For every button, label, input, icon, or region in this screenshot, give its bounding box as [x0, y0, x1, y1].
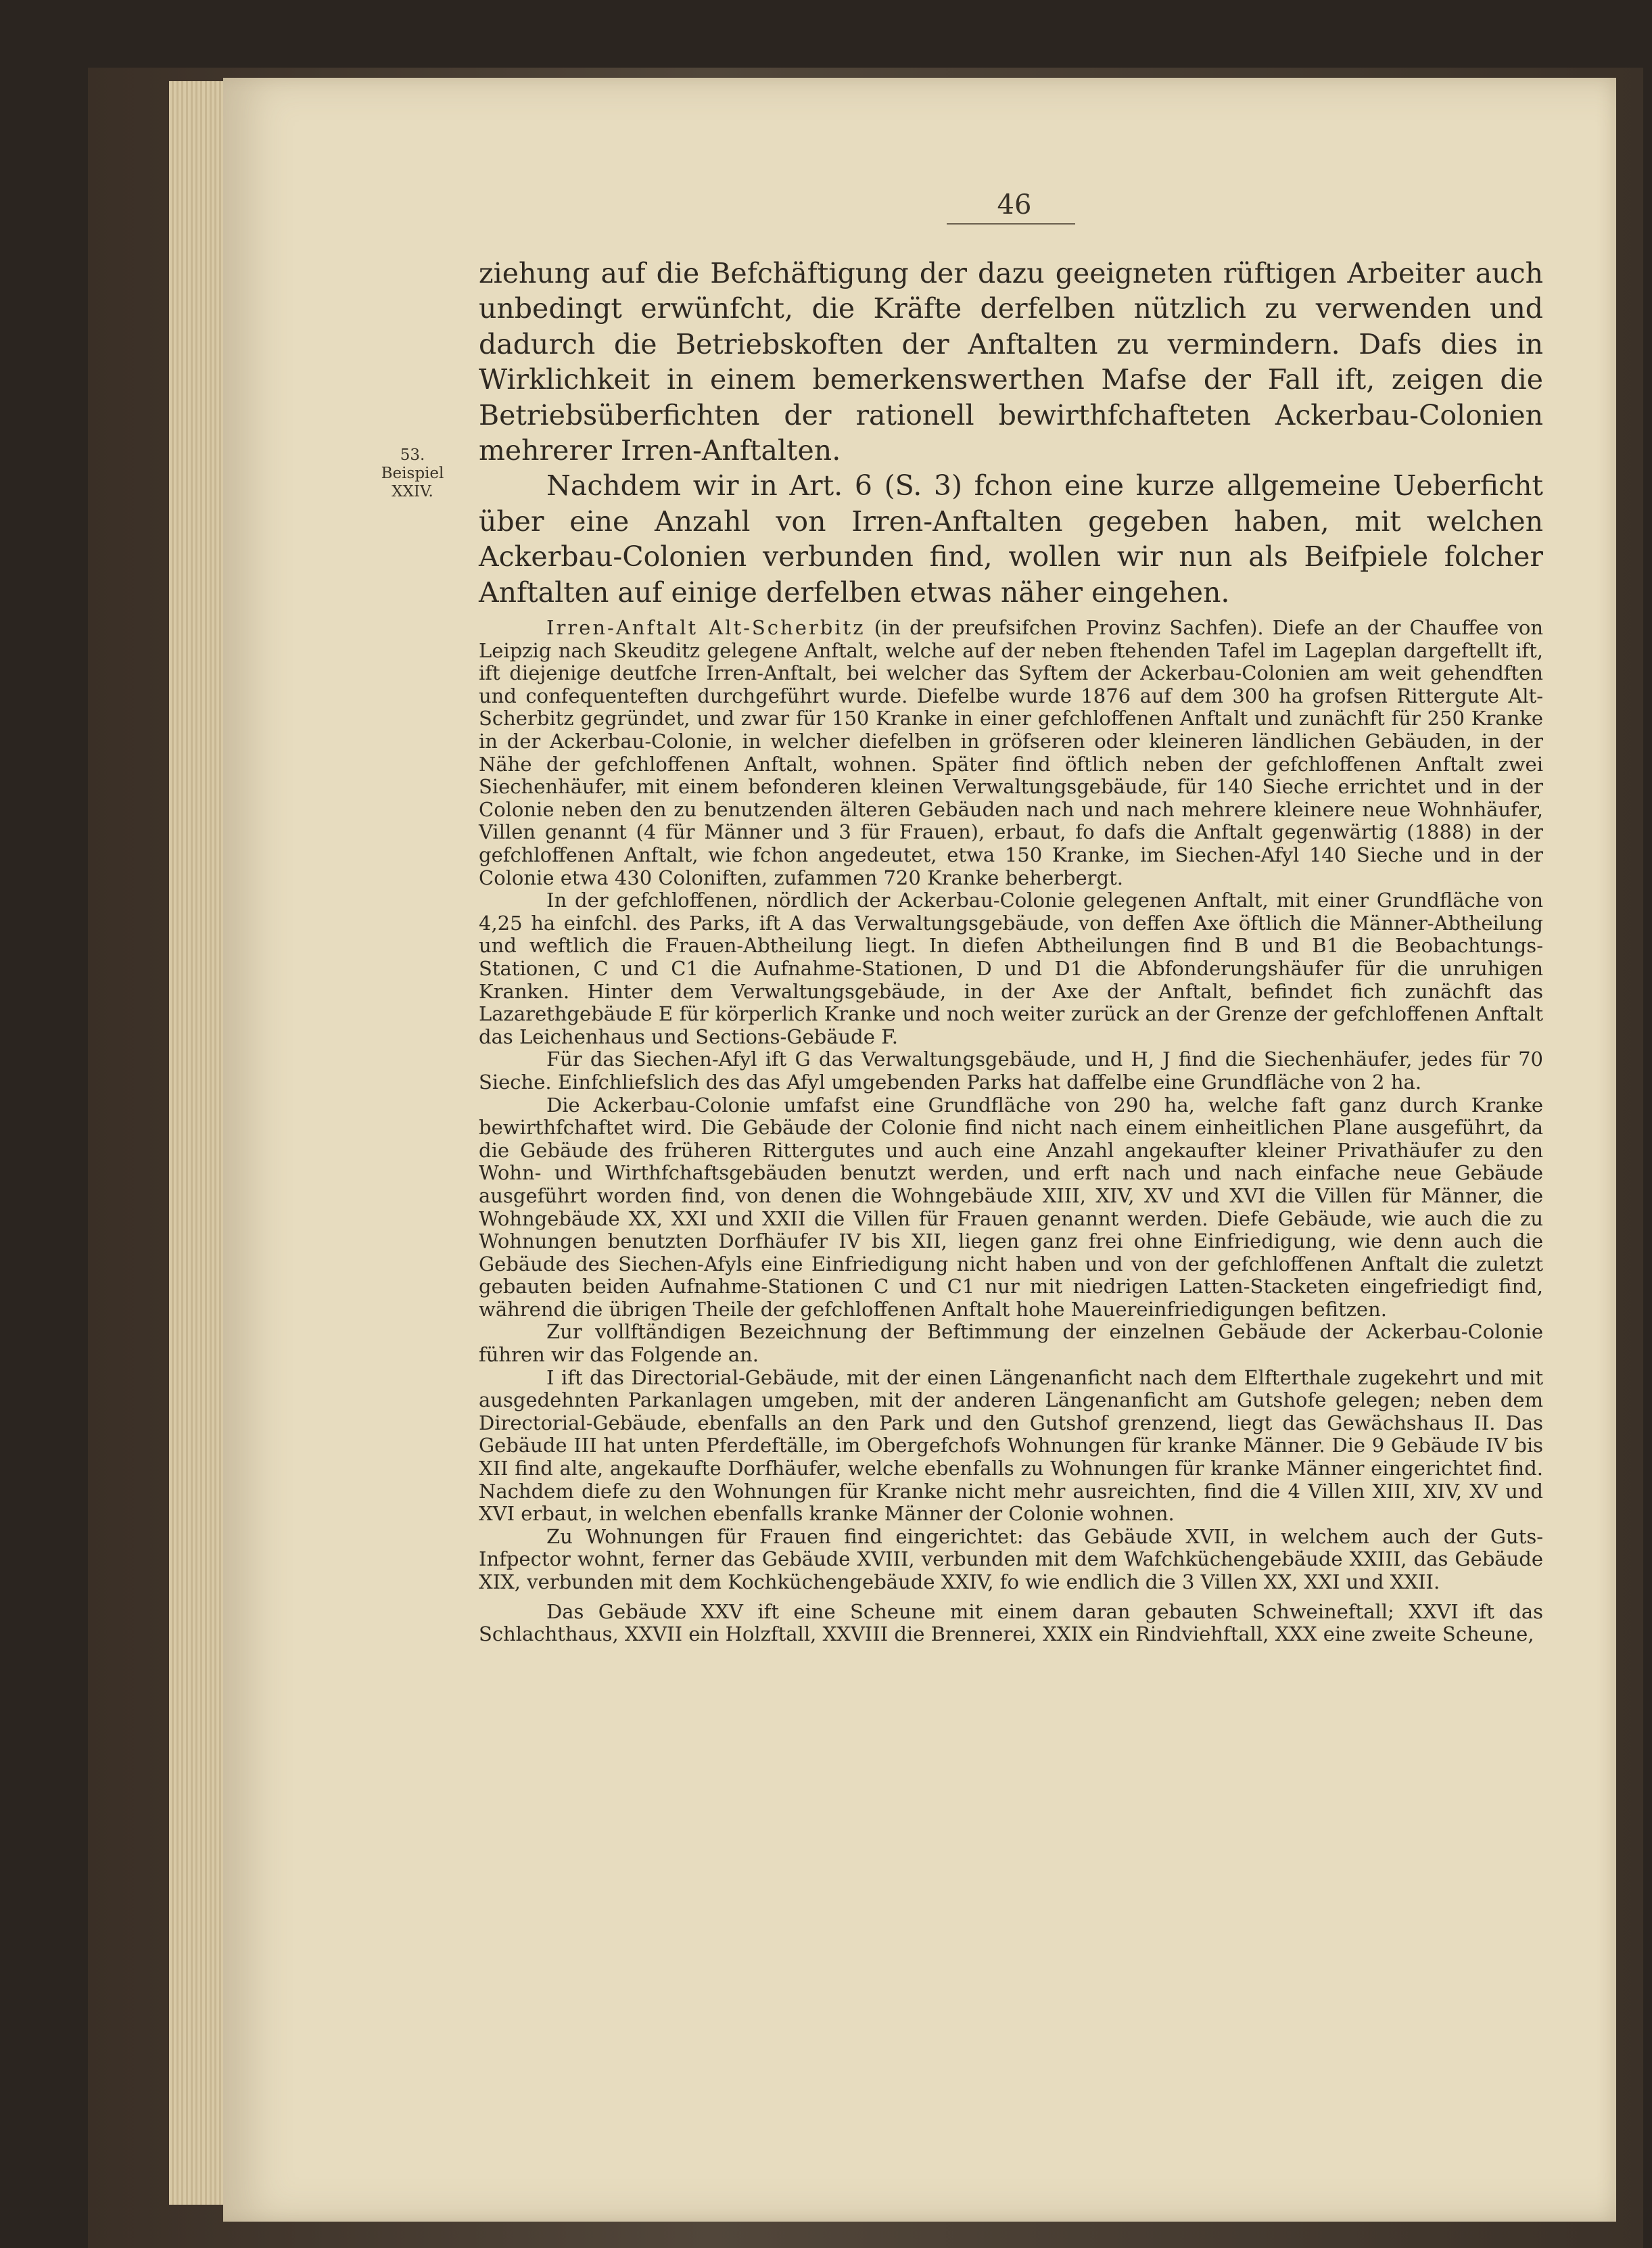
margin-note-line: XXIV. — [392, 483, 433, 500]
small-paragraph — [479, 617, 1543, 889]
section-heading: Irren-Anftalt Alt-Scherbitz — [546, 616, 866, 640]
page-number: 46 — [997, 189, 1032, 220]
page-number-rule — [947, 223, 1075, 225]
small-paragraph: Das Gebäude XXV ift eine Scheune mit einem daran gebauten Schweineftall; XXVI ift das Schlachthaus, XXVII ein Holzftall, XXVIII die Brennerei, XXIX ein Rindviehftall, XXX eine zweite Scheune, — [479, 1599, 1543, 1646]
margin-note-line: Beispiel — [381, 465, 444, 482]
section-body: (in der preufsifchen Provinz Sachfen). Diefe an der Chauffee von Leipzig nach Skeuditz gelegene Anftalt, welche auf der neben ftehenden Tafel im Lageplan dargeftellt ift, ift diejenige deutfche Irren-Anftalt, bei welcher das Syftem der Ackerbau-Colonien am weit gehendften und confequenteften durchgeführt wurde. Diefelbe wurde 1876 auf dem 300 ha grofsen Rittergute Alt-Scherbitz gegründet, und zwar für 150 Kranke in einer gefchloffenen Anftalt und zunächft für 250 Kranke in der Ackerbau-Colonie, in welcher diefelben in gröfseren oder kleineren ländlichen Gebäuden, in der Nähe der gefchloffenen Anftalt, wohnen. Später find öftlich neben der gefchloffenen Anftalt zwei Siechenhäufer, mit einem befonderen kleinen Verwaltungsgebäude, für 140 Sieche errichtet und in der Colonie neben den zu benutzenden älteren Gebäuden nach und nach mehrere kleinere neue Wohnhäufer, Villen genannt (4 für Männer und 3 für Frauen), erbaut, fo dafs die Anftalt gegenwärtig (1888) in der gefchloffenen Anftalt, wie fchon angedeutet, etwa 150 Kranke, im Siechen-Afyl 140 Sieche und in der Colonie etwa 430 Coloniften, zufammen 720 Kranke beherbergt. — [479, 616, 1544, 889]
margin-note — [358, 446, 467, 501]
body-text — [479, 256, 1543, 1646]
small-paragraph: I ift das Directorial-Gebäude, mit der einen Längenanficht nach dem Elfterthale zugekehrt und mit ausgedehnten Parkanlagen umgeben, mit der anderen Längenanficht am Gutshofe gelegen; neben dem Directorial-Gebäude, ebenfalls an den Park und den Gutshof grenzend, liegt das Gewächshaus II. Das Gebäude III hat unten Pferdeftälle, im Obergefchofs Wohnungen für kranke Männer. Die 9 Gebäude IV bis XII find alte, angekaufte Dorfhäufer, welche ebenfalls zu Wohnungen für kranke Männer eingerichtet find. Nachdem diefe zu den Wohnungen für Kranke nicht mehr ausreichten, find die 4 Villen XIII, XIV, XV und XVI erbaut, in welchen ebenfalls kranke Männer der Colonie wohnen. — [479, 1365, 1543, 1526]
margin-note-line: 53. — [400, 446, 425, 464]
lead-paragraph: Nachdem wir in Art. 6 (S. 3) fchon eine kurze allgemeine Ueberficht über eine Anzahl von Irren-Anftalten gegeben haben, mit welchen Ackerbau-Colonien verbunden find, wollen wir nun als Beifpiele folcher Anftalten auf einige derfelben etwas näher eingehen. — [479, 469, 1543, 609]
small-paragraph: Für das Siechen-Afyl ift G das Verwaltungsgebäude, und H, J find die Siechenhäufer, jedes für 70 Sieche. Einfchliefslich des das Afyl umgebenden Parks hat daffelbe eine Grundfläche von 2 ha. — [479, 1048, 1543, 1094]
small-paragraph: Zu Wohnungen für Frauen find eingerichtet: das Gebäude XVII, in welchem auch der Guts-Infpector wohnt, ferner das Gebäude XVIII, verbunden mit dem Wafchküchengebäude XXIII, das Gebäude XIX, verbunden mit dem Kochküchengebäude XXIV, fo wie endlich die 3 Villen XX, XXI und XXII. — [479, 1524, 1543, 1593]
lead-paragraph: ziehung auf die Befchäftigung der dazu geeigneten rüftigen Arbeiter auch unbedingt erwünfcht, die Kräfte derfelben nützlich zu verwenden und dadurch die Betriebskoften der Anftalten zu vermindern. Dafs dies in Wirklichkeit in einem bemerkenswerthen Mafse der Fall ift, zeigen die Betriebsüberfichten der rationell bewirthfchafteten Ackerbau-Colonien mehrerer Irren-Anftalten. — [479, 257, 1543, 467]
small-paragraph: In der gefchloffenen, nördlich der Ackerbau-Colonie gelegenen Anftalt, mit einer Grundfläche von 4,25 ha einfchl. des Parks, ift A das Verwaltungsgebäude, von deffen Axe öftlich die Männer-Abtheilung und weftlich die Frauen-Abtheilung liegt. In diefen Abtheilungen find B und B1 die Beobachtungs-Stationen, C und C1 die Aufnahme-Stationen, D und D1 die Abfonderungshäufer für die unruhigen Kranken. Hinter dem Verwaltungsgebäude, in der Axe der Anftalt, befindet fich zunächft das Lazarethgebäude E für körperlich Kranke und noch weiter zurück an der Grenze der gefchloffenen Anftalt das Leichenhaus und Sections-Gebäude F. — [479, 889, 1543, 1048]
small-paragraph: Zur vollftändigen Bezeichnung der Beftimmung der einzelnen Gebäude der Ackerbau-Colonie führen wir das Folgende an. — [479, 1320, 1543, 1367]
small-paragraph: Die Ackerbau-Colonie umfafst eine Grundfläche von 290 ha, welche faft ganz durch Kranke bewirthfchaftet wird. Die Gebäude der Colonie find nicht nach einem einheitlichen Plane ausgeführt, da die Gebäude des früheren Rittergutes und auch eine Anzahl angekaufter kleiner Privathäufer zu den Wohn- und Wirthfchaftsgebäuden benutzt werden, und erft nach und nach einfache neue Gebäude ausgeführt worden find, von denen die Wohngebäude XIII, XIV, XV und XVI die Villen für Männer, die Wohngebäude XX, XXI und XXII die Villen für Frauen genannt werden. Diefe Gebäude, wie auch die zu Wohnungen benutzten Dorfhäufer IV bis XII, liegen ganz frei ohne Einfriedigung, wie denn auch die Gebäude des Siechen-Afyls eine Einfriedigung nicht haben und von der gefchloffenen Anftalt die zuletzt gebauten beiden Aufnahme-Stationen C und C1 nur mit niedrigen Latten-Stacketen eingefriedigt find, während die übrigen Theile der gefchloffenen Anftalt hohe Mauereinfriedigungen befitzen. — [479, 1093, 1543, 1321]
